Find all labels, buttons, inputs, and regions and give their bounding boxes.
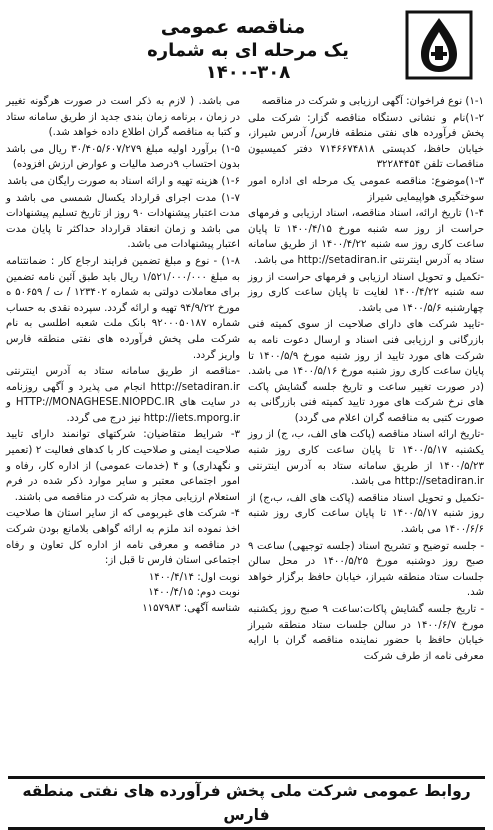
paragraph: می باشد. ( لازم به ذکر است در صورت هرگونه تغییر در زمان ، برنامه زمان بندی جدید از طریق سامانه ستاد و کتبا به مناقصه گران اطلاع داده خواهد شد.) [6,96,240,139]
paragraph: ۱-۴) تاریخ ارائه، اسناد مناقصه، اسناد ارزیابی و فرمهای حراست از روز سه شنبه مورخ ۱۴۰۰/۴/۱۵ تا پایان ساعت کاری روز سه شنبه ۱۴۰۰/۴/۲۲ از طریق سامانه ستاد به آدرس اینترنتی http://setadiran.ir می باشد. [248,208,484,266]
paragraph: -تکمیل و تحویل اسناد مناقصه (پاکت های الف، ب،ج) از روز شنبه ۱۴۰۰/۵/۱۷ تا پایان ساعت کاری روز شنبه ۱۴۰۰/۶/۶ می باشد. [248,492,484,536]
paragraph: ۱-۵) برآورد اولیه مبلغ ۳۰/۴۰۵/۶۰۷/۲۷۹ ریال می باشد بدون احتساب ۹درصد مالیات و عوارض ارزش افزوده) [6,143,241,171]
page-title: مناقصه عمومی [160,16,306,38]
ad-id: شناسه آگهی: ۱۱۵۷۹۸۳ [142,603,240,614]
second-publication-date: نوبت دوم: ۱۴۰۰/۴/۱۵ [148,587,240,599]
paragraph: ۱-۱) نوع فراخوان: آگهی ارزیابی و شرکت در مناقصه [261,96,484,107]
paragraph: ۱-۶) هزینه تهیه و ارائه اسناد به صورت رایگان می باشد [7,175,240,187]
paragraph: -تکمیل و تحویل اسناد ارزیابی و فرمهای حراست از روز سه شنبه ۱۴۰۰/۴/۲۲ لغایت تا پایان ساعت کاری روز چهارشنبه ۱۴۰۰/۵/۶ می باشد. [248,271,484,314]
paragraph: -مناقصه از طریق سامانه ستاد به آدرس اینترنتی http://setadiran.ir انجام می پذیرد و آگهی روزنامه در سایت های HTTP://MONAGHESE.NIOPDC.IR و http://iets.mporg.ir نیز درج می گردد. [6,366,240,424]
tender-number: یک مرحله ای به شماره ۳۰۸-۱۴۰۰ [147,40,349,83]
paragraph: -تایید شرکت های دارای صلاحیت از سوی کمیته فنی بازرگانی و ارزیابی فنی اسناد و ارسال دعوت نامه به شرکت های مورد تایید از روز شنبه مورخ ۱۴۰۰/۵/۹ تا پایان ساعت کاری روز شنبه مورخ ۱۴۰۰/۵/۱۶ می باشد. (در صورت تغییر ساعت و تاریخ جلسه گشایش پاکت های نرخ شرکت های مورد تایید کمیته فنی بازرگانی به صورت کتبی به مناقصه گران اعلام می گردد) [248,319,484,424]
right-column [248,94,484,665]
niopdc-logo-icon [405,10,473,80]
paragraph: ۱-۷) مدت اجرای قرارداد یکسال شمسی می باشد و مدت اعتبار پیشنهادات ۹۰ روز از تاریخ تسلیم پیشنهادات می باشد و زمان انعقاد قرارداد حداکثر تا پایان مدت اعتبار پیشنهادات می باشد. [6,192,240,251]
paragraph: - تاریخ جلسه گشایش پاکات:ساعت ۹ صبح روز یکشنبه مورخ ۱۴۰۰/۶/۷ در سالن جلسات ستاد منطقه شیراز خیابان حافظ با حضور نماینده مناقصه گران با ارایه معرفی نامه از طرف شرکت [248,604,484,662]
paragraph: ۱-۸) - نوع و مبلغ تضمین فرایند ارجاع کار : ضمانتنامه به مبلغ ۱/۵۲۱/۰۰۰/۰۰۰ ریال باید طبق آئین نامه تضمین برای معاملات دولتی به شماره ۱۲۳۴۰۲ / ت / ۵۰۶۵۹ ه مورخ ۹۴/۹/۲۲ تهیه و ارائه گردد. سپرده نقدی به حساب شماره ۹۲۰۰۰۵۰۱۸۷ بانک ملت شعبه اطلسی به نام شرکت ملی پخش فرآورده های نفتی منطقه فارس واریز گردد. [6,255,241,361]
ad-header [0,0,493,92]
paragraph: -تاریخ ارائه اسناد مناقصه (پاکت های الف، ب، ج) از روز یکشنبه ۱۴۰۰/۵/۱۷ تا پایان ساعت کاری روز شنبه ۱۴۰۰/۵/۲۳ از طریق سامانه ستاد به آدرس اینترنتی http://setadiran.ir می باشد. [248,429,484,488]
publication-meta [6,570,240,617]
paragraph: ۱-۳)موضوع: مناقصه عمومی یک مرحله ای اداره امور سوختگیری هواپیمایی شیراز [248,175,484,203]
paragraph: ۳- شرایط متقاضیان: شرکتهای توانمند دارای تایید صلاحیت ایمنی و صلاحیت کار با کدهای فعالیت ۲ (تعمیر و نگهداری) و ۴ (خدمات عمومی) از اداره کار، رفاه و امور اجتماعی معتبر و سایر موارد ذکر شده در فرم استعلام ارزیابی مجاز به شرکت در مناقصه می باشند. [6,429,240,503]
first-publication-date: نوبت اول: ۱۴۰۰/۴/۱۴ [148,571,240,583]
paragraph: ۴- شرکت های غیربومی که از سایر استان ها صلاحیت اخذ نموده اند ملزم به ارائه گواهی بلامانع بودن شرکت در مناقصه و معرفی نامه از اداره کل تعاون و رفاه اجتماعی استان فارس تا قبل از: [6,508,240,567]
paragraph: - جلسه توضیح و تشریح اسناد (جلسه توجیهی) ساعت ۹ صبح روز دوشنبه مورخ ۱۴۰۰/۵/۲۵ در محل سالن جلسات ستاد منطقه شیراز، خیابان حافظ برگزار خواهد شد. [248,540,484,599]
public-relations-footer: روابط عمومی شرکت ملی پخش فرآورده های نفتی منطقه فارس [8,776,485,830]
left-column [6,94,240,617]
paragraph: ۱-۲)نام و نشانی دستگاه مناقصه گزار: شرکت ملی پخش فرآورده های نفتی منطقه فارس/ آدرس شیراز، خیابان حافظ، کدپستی ۷۱۴۶۶۷۴۸۱۸ دفتر کمیسیون مناقصات تلفن ۳۲۲۸۴۴۵۴ [248,112,484,171]
